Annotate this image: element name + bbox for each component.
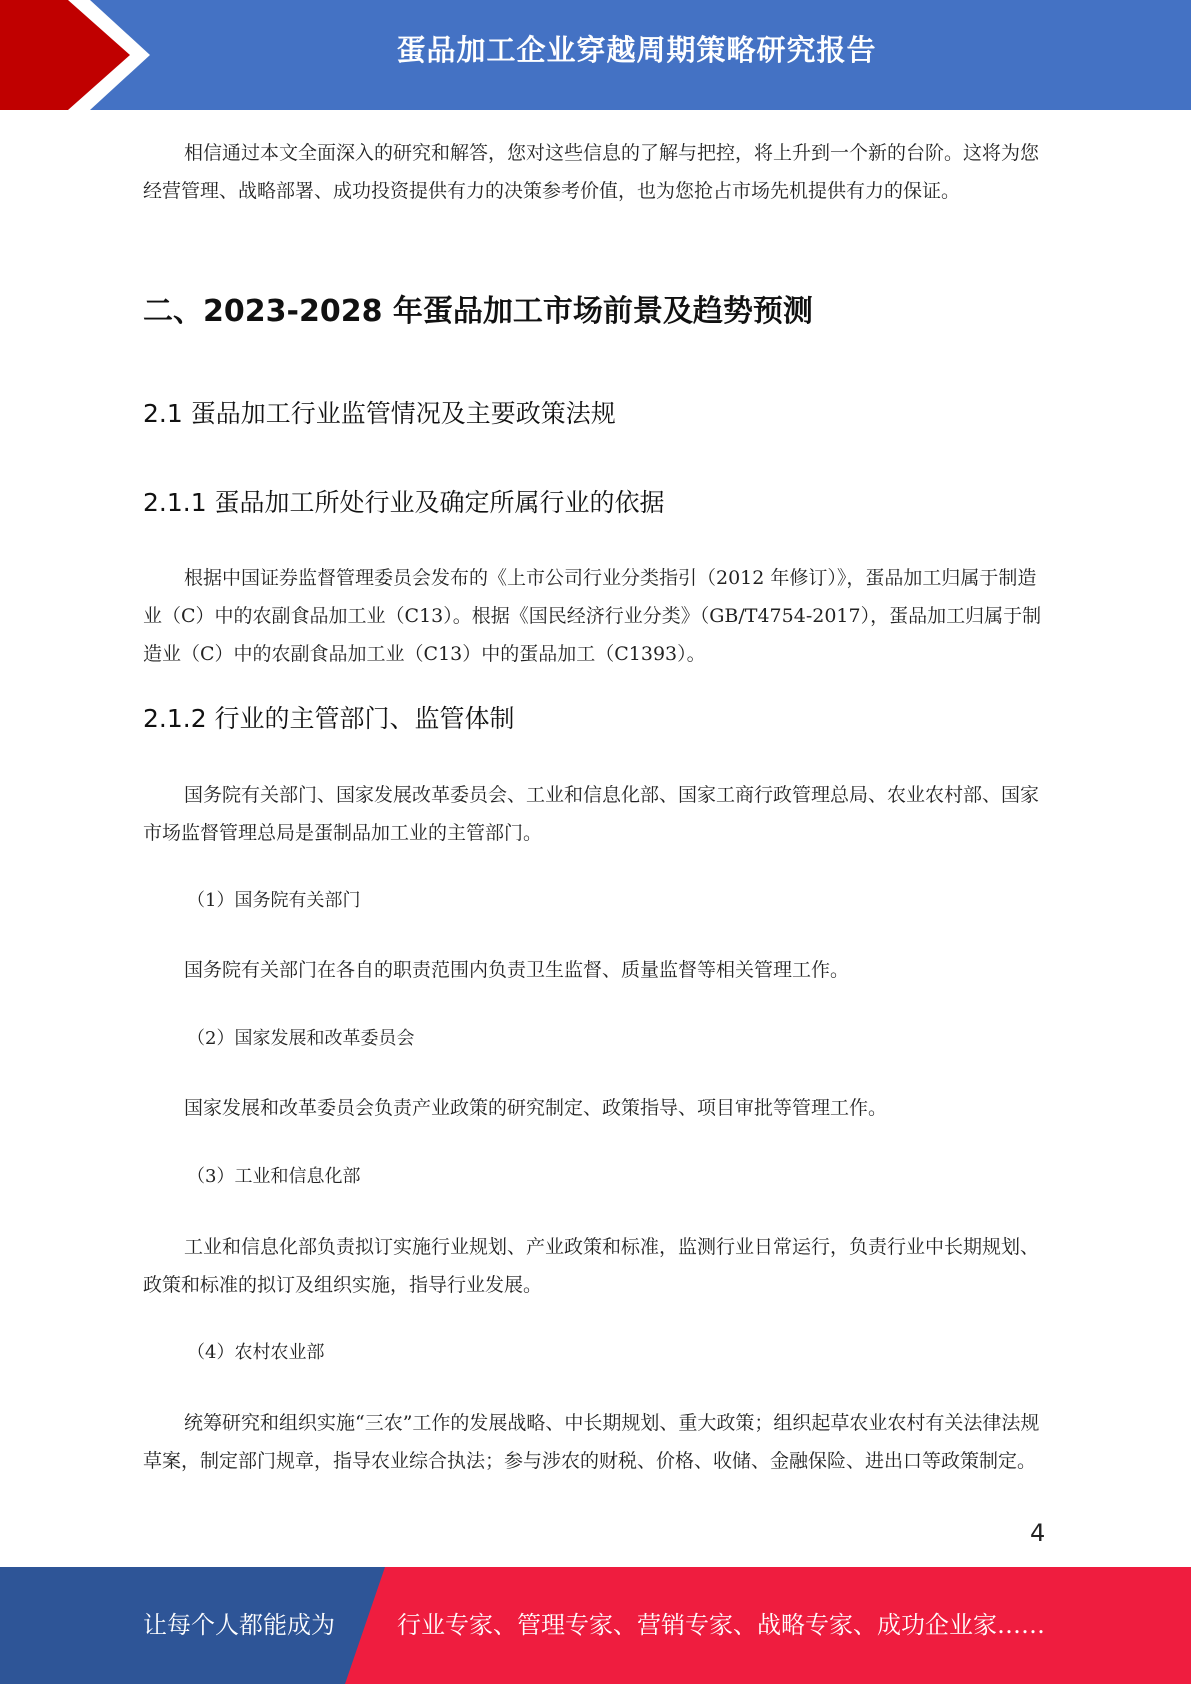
- item-label-2: （2）国家发展和改革委员会: [187, 1028, 415, 1049]
- section-heading-2: 二、2023-2028 年蛋品加工市场前景及趋势预测: [143, 294, 813, 329]
- page-footer: [0, 1567, 1191, 1684]
- footer-slogan-left: 让每个人都能成为: [143, 1611, 335, 1639]
- item-desc-4: 统筹研究和组织实施“三农”工作的发展战略、中长期规划、重大政策；组织起草农业农村有关法律法规草案，制定部门规章，指导农业综合执法；参与涉农的财税、价格、收储、金融保险、进出口等政策制定。: [143, 1412, 1040, 1472]
- item-label-4: （4）农村农业部: [187, 1342, 325, 1363]
- item-label-1: （1）国务院有关部门: [187, 890, 361, 911]
- subsection-heading-2-1-1: 2.1.1 蛋品加工所处行业及确定所属行业的依据: [143, 488, 665, 517]
- subsection-heading-2-1-2: 2.1.2 行业的主管部门、监管体制: [143, 704, 515, 733]
- item-desc-3: 工业和信息化部负责拟订实施行业规划、产业政策和标准，监测行业日常运行，负责行业中长期规划、政策和标准的拟订及组织实施，指导行业发展。: [143, 1236, 1040, 1296]
- page-number: 4: [1030, 1519, 1046, 1547]
- report-title: 蛋品加工企业穿越周期策略研究报告: [396, 33, 877, 67]
- page-header: [0, 0, 1191, 110]
- intro-paragraph: 相信通过本文全面深入的研究和解答，您对这些信息的了解与把控，将上升到一个新的台阶。这将为您经营管理、战略部署、成功投资提供有力的决策参考价值，也为您抢占市场先机提供有力的保证。: [143, 142, 1040, 202]
- item-desc-1: 国务院有关部门在各自的职责范围内负责卫生监督、质量监督等相关管理工作。: [184, 959, 850, 981]
- paragraph-2-1-1: 根据中国证券监督管理委员会发布的《上市公司行业分类指引（2012 年修订）》，蛋品加工归属于制造业（C）中的农副食品加工业（C13）。根据《国民经济行业分类》（GB/T4754-2017），蛋品加工归属于制造业（C）中的农副食品加工业（C13）中的蛋品加工（C1393）。: [143, 567, 1042, 665]
- footer-slogan-right: 行业专家、管理专家、营销专家、战略专家、成功企业家……: [397, 1611, 1045, 1639]
- paragraph-2-1-2: 国务院有关部门、国家发展改革委员会、工业和信息化部、国家工商行政管理总局、农业农村部、国家市场监督管理总局是蛋制品加工业的主管部门。: [143, 784, 1040, 844]
- item-label-3: （3）工业和信息化部: [187, 1166, 361, 1187]
- subsection-heading-2-1: 2.1 蛋品加工行业监管情况及主要政策法规: [143, 399, 616, 428]
- item-desc-2: 国家发展和改革委员会负责产业政策的研究制定、政策指导、项目审批等管理工作。: [184, 1097, 888, 1119]
